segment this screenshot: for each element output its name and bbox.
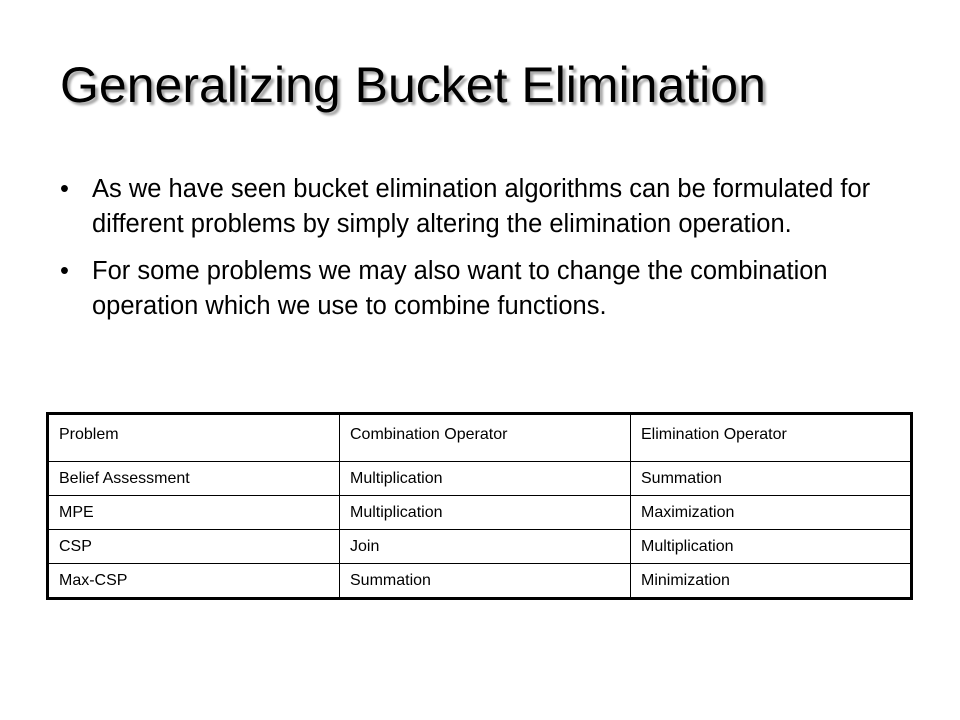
table-header-cell: [631, 414, 912, 462]
bullet-item: [60, 172, 880, 242]
bullet-item: [60, 254, 880, 324]
bullet-marker: •: [60, 257, 69, 285]
table-cell: Belief Assessment: [48, 462, 340, 496]
slide-title: Generalizing Bucket Elimination: [60, 57, 766, 113]
table-cell: Summation: [631, 462, 912, 496]
table-cell: Multiplication: [631, 530, 912, 564]
table-cell: MPE: [48, 496, 340, 530]
table-cell: Multiplication: [340, 462, 631, 496]
bullet-list: [60, 172, 880, 336]
header-elimination-operator: Elimination Operator: [641, 426, 787, 443]
table-header-cell: [48, 414, 340, 462]
table-cell: Maximization: [631, 496, 912, 530]
bullet-marker: •: [60, 175, 69, 203]
table-header-row: [48, 414, 912, 462]
table-row: [48, 564, 912, 599]
operators-table: [46, 412, 913, 600]
table-header-cell: [340, 414, 631, 462]
table-cell: Join: [340, 530, 631, 564]
table-row: [48, 496, 912, 530]
table-cell: Minimization: [631, 564, 912, 599]
table-row: [48, 462, 912, 496]
bullet-text: For some problems we may also want to change the combination operation which we use to combine functions.: [92, 257, 828, 320]
table-cell: Multiplication: [340, 496, 631, 530]
header-problem: Problem: [59, 426, 119, 443]
bullet-text: As we have seen bucket elimination algorithms can be formulated for different problems by simply altering the elimination operation.: [92, 175, 871, 238]
table-cell: Summation: [340, 564, 631, 599]
table-cell: CSP: [48, 530, 340, 564]
table-cell: Max-CSP: [48, 564, 340, 599]
table-row: [48, 530, 912, 564]
header-combination-operator: Combination Operator: [350, 426, 508, 443]
